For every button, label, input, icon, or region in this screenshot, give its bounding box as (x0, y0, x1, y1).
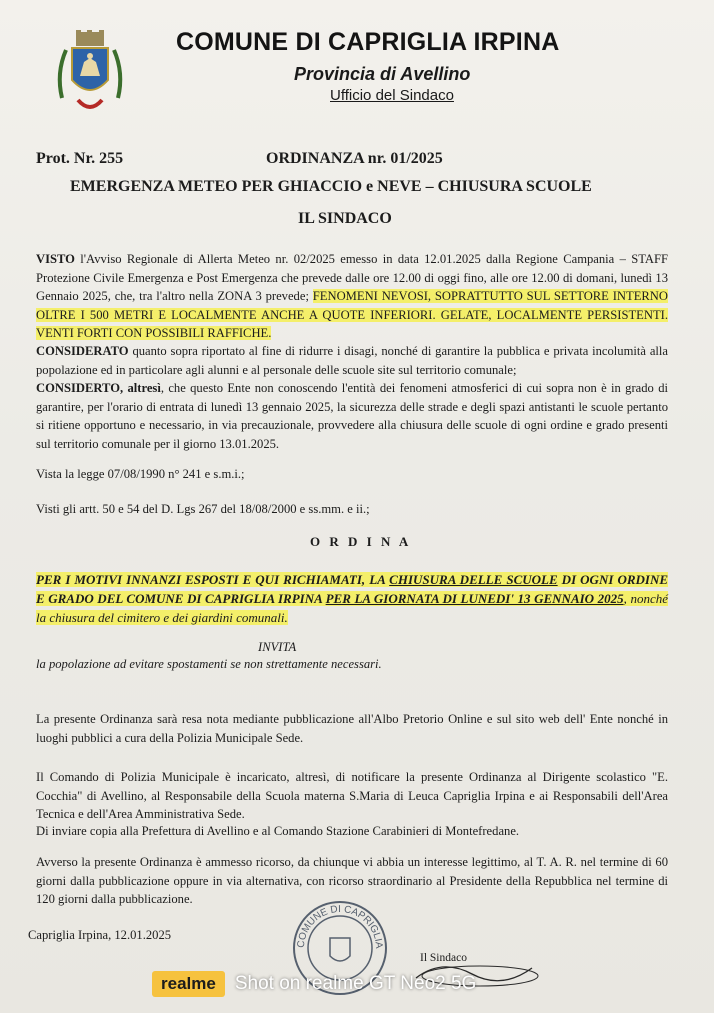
stamp-text: COMUNE DI CAPRIGLIA (295, 903, 385, 949)
watermark-text: Shot on realme GT Neo2 5G (234, 973, 477, 994)
ricorso-paragraph: Avverso la presente Ordinanza è ammesso ricorso, da chiunque vi abbia un interesse legittimo, al T. A. R. nel termine di 60 giorni dalla pubblicazione oppure in via alternativa, con ricorso straordinario al Presidente della Repubblica nel termine di 120 giorni dalla pubblicazione. (36, 855, 668, 907)
considerato-text: quanto sopra riportato al fine di ridurre i disagi, nonché di garantire la pubblica e privata incolumità alla popolazione ed in particolare agli alunni e al personale delle scuole site sul territorio comunale; (36, 344, 668, 377)
camera-watermark (152, 968, 476, 1000)
visto-paragraph (36, 250, 668, 343)
ordina-text (36, 570, 668, 627)
office-subtitle: Ufficio del Sindaco (330, 87, 454, 104)
considerato-paragraph (36, 342, 668, 379)
ordina-part1: PER I MOTIVI INNANZI ESPOSTI E QUI RICHIAMATI, LA (36, 572, 390, 587)
invita-heading: INVITA (258, 640, 297, 654)
ordina-part2: CHIUSURA DELLE SCUOLE (389, 572, 558, 587)
visto-text: l'Avviso Regionale di Allerta Meteo nr. 02/2025 emesso in data 12.01.2025 dalla Regione Campania – STAFF Protezione Civile Emergenza e Post Emergenza che prevede dalle ore 12.00 di oggi fino, alle ore 12.00 di domani, lunedì 13 Gennaio 2025, che, tra l'altro nella ZONA 3 prevede; (36, 252, 668, 304)
ordinance-number: ORDINANZA nr. 01/2025 (266, 150, 443, 167)
watermark-brand: realme (152, 971, 225, 997)
pubblicazione-paragraph: La presente Ordinanza sarà resa nota mediante pubblicazione all'Albo Pretorio Online e sul sito web dell' Ente nonché in luoghi pubblici a cura della Polizia Municipale Sede. (36, 712, 668, 745)
sindaco-heading: IL SINDACO (298, 210, 392, 227)
considerato2-text: , che questo Ente non conoscendo l'entità dei fenomeni atmosferici di cui sopra non è in grado di garantire, per l'orario di entrata di lunedì 13 gennaio 2025, la sicurezza delle strade e degli spazi antistanti le scuole pertanto si ritiene opportuno e necessario, in via precauzionale, provvedere alla chiusura delle scuole di ogni ordine e grado presenti sul territorio comunale per il giorno 13.01.2025. (36, 381, 668, 451)
protocol-number: Prot. Nr. 255 (36, 150, 124, 167)
comando-paragraph: Il Comando di Polizia Municipale è incaricato, altresì, di notificare la presente Ordinanza al Dirigente scolastico "E. Cocchia" di Avellino, al Responsabile della Scuola materna S.Maria di Leuca Capriglia Irpina e ai Responsabili dell'Area Tecnica e dell'Area Amministrativa Sede. (36, 770, 668, 822)
ordina-heading: O R D I N A (310, 534, 412, 549)
ordina-part3: DI OGNI ORDINE E GRADO DEL COMUNE DI CAPRIGLIA IRPINA (36, 572, 669, 606)
visto-label: VISTO (36, 252, 75, 266)
province-subtitle: Provincia di Avellino (294, 64, 471, 84)
considerato-label: CONSIDERATO (36, 344, 129, 358)
signature-label: Il Sindaco (420, 952, 467, 964)
municipality-title: COMUNE DI CAPRIGLIA IRPINA (176, 28, 560, 56)
municipal-crest-icon (52, 28, 128, 118)
visto-highlight: FENOMENI NEVOSI, SOPRATTUTTO SUL SETTORE INTERNO OLTRE I 500 METRI E LOCALMENTE ANCHE A QUOTE INFERIORI. GELATE, LOCALMENTE PERSISTENTI. VENTI FORTI CON POSSIBILI RAFFICHE. (36, 289, 668, 341)
considerato2-label: CONSIDERTO, altresì (36, 381, 161, 395)
vista-legge: Vista la legge 07/08/1990 n° 241 e s.m.i.; (36, 467, 245, 481)
considerato2-paragraph (36, 379, 668, 453)
invita-text: la popolazione ad evitare spostamenti se non strettamente necessari. (36, 657, 382, 671)
visti-artt: Visti gli artt. 50 e 54 del D. Lgs 267 del 18/08/2000 e ss.mm. e ii.; (36, 502, 370, 516)
inviare-paragraph: Di inviare copia alla Prefettura di Avellino e al Comando Stazione Carabinieri di Montefredane. (36, 824, 520, 838)
place-date: Capriglia Irpina, 12.01.2025 (28, 928, 172, 942)
ordina-part4: PER LA GIORNATA DI LUNEDI' 13 GENNAIO 2025 (325, 591, 624, 606)
ordina-part5: , nonché la chiusura del cimitero e dei giardini comunali. (36, 591, 668, 625)
ordinance-subject: EMERGENZA METEO PER GHIACCIO e NEVE – CHIUSURA SCUOLE (70, 178, 592, 195)
